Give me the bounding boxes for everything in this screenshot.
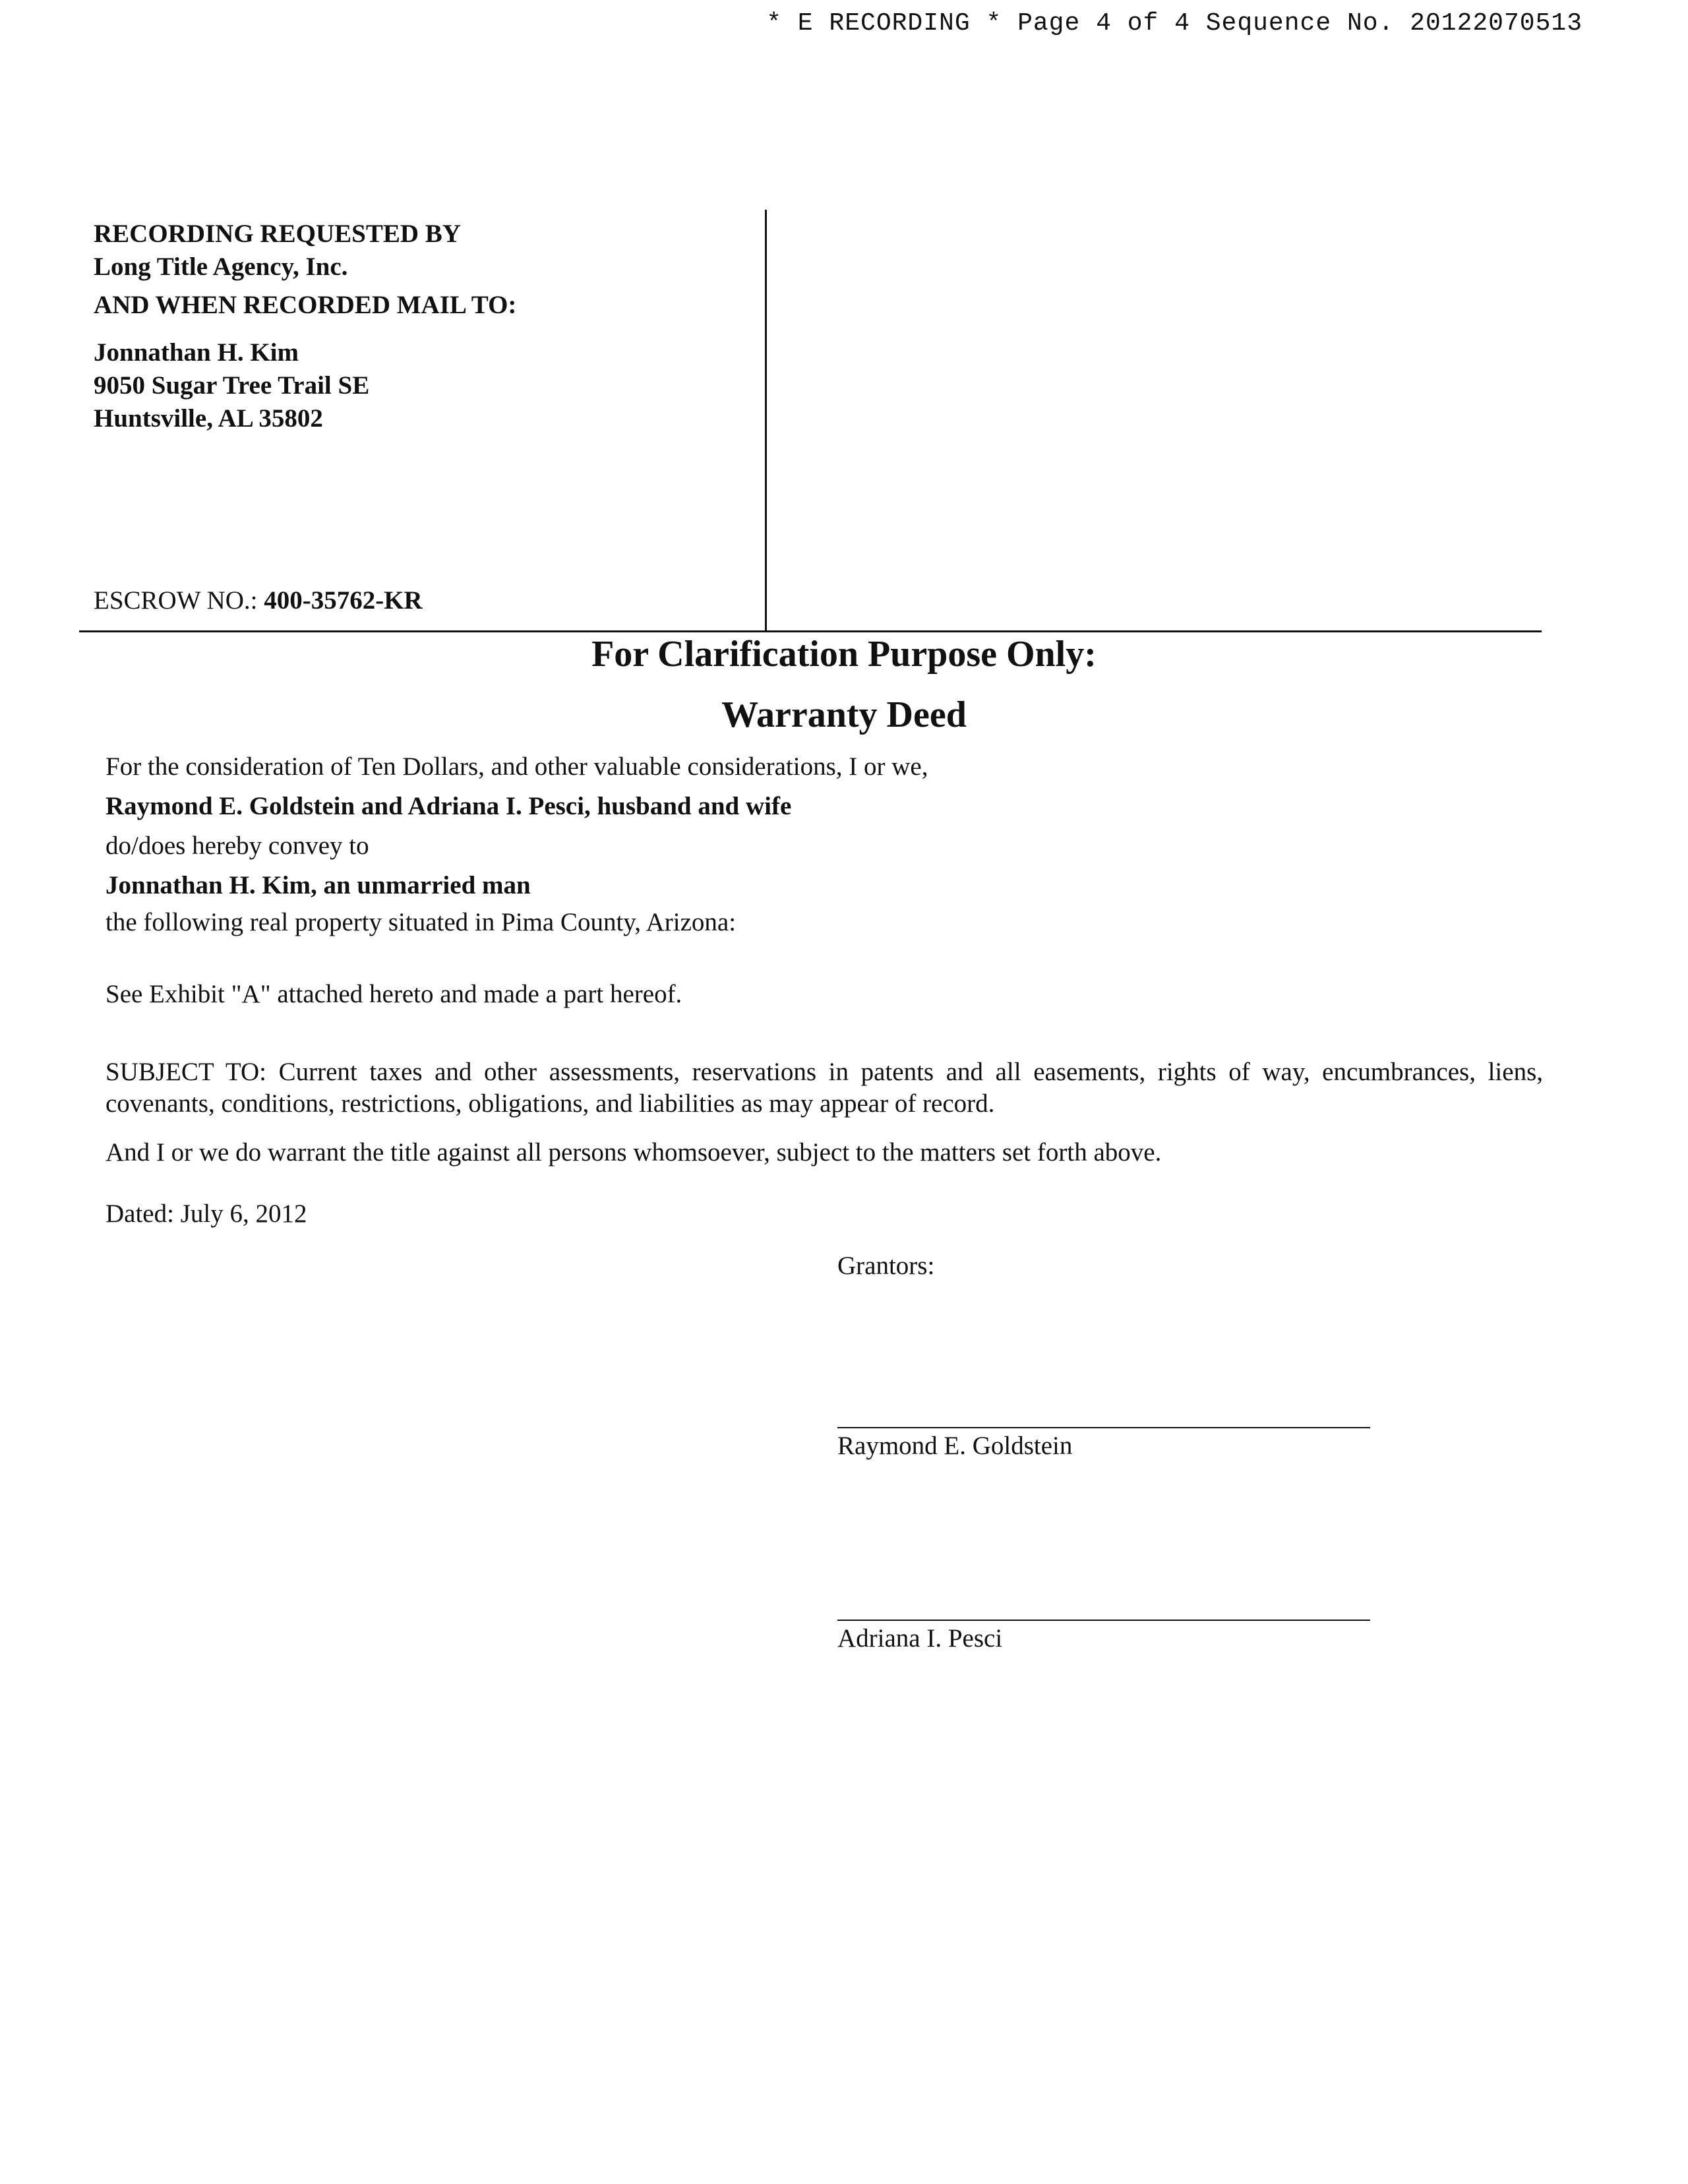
deed-body	[106, 752, 1569, 1253]
signer-1-name: Raymond E. Goldstein	[837, 1432, 1073, 1460]
subject-to-text: SUBJECT TO: Current taxes and other assessments, reservations in patents and all easements, rights of way, encumbrances, liens, covenants, conditions, restrictions, obligations, and liabilities as may appear of record.	[106, 1058, 1543, 1118]
grantee-name: Jonnathan H. Kim, an unmarried man	[106, 871, 531, 899]
consideration-text: For the consideration of Ten Dollars, and other valuable considerations, I or we,	[106, 752, 928, 781]
recipient-street: 9050 Sugar Tree Trail SE	[94, 371, 370, 400]
mail-to-label: AND WHEN RECORDED MAIL TO:	[94, 291, 517, 319]
requested-by-label: RECORDING REQUESTED BY	[94, 220, 461, 248]
exhibit-text: See Exhibit "A" attached hereto and made a part hereof.	[106, 980, 682, 1008]
requested-by-agency: Long Title Agency, Inc.	[94, 253, 348, 281]
signature-line-1	[837, 1427, 1370, 1428]
dated-text: Dated: July 6, 2012	[106, 1199, 307, 1228]
recording-info-box	[79, 210, 1542, 632]
warrant-text: And I or we do warrant the title against all persons whomsoever, subject to the matters set forth above.	[106, 1138, 1162, 1167]
grantors-names: Raymond E. Goldstein and Adriana I. Pesci, husband and wife	[106, 792, 792, 820]
escrow-label: ESCROW NO.:	[94, 586, 258, 615]
escrow-line	[94, 586, 423, 615]
escrow-number: 400-35762-KR	[264, 586, 423, 615]
grantors-label: Grantors:	[837, 1252, 935, 1280]
deed-title: Warranty Deed	[721, 694, 967, 735]
signature-line-2	[837, 1620, 1370, 1621]
box-vertical-divider	[765, 210, 767, 630]
recipient-city: Huntsville, AL 35802	[94, 404, 323, 433]
convey-text: do/does hereby convey to	[106, 832, 369, 860]
signer-2-name: Adriana I. Pesci	[837, 1624, 1003, 1653]
recording-request-block	[94, 218, 753, 435]
clarification-title: For Clarification Purpose Only:	[591, 634, 1097, 675]
recording-header: * E RECORDING * Page 4 of 4 Sequence No. 20122070513	[766, 9, 1582, 38]
recipient-name: Jonnathan H. Kim	[94, 338, 299, 367]
property-text: the following real property situated in Pima County, Arizona:	[106, 908, 737, 936]
box-horizontal-divider	[79, 630, 1542, 632]
